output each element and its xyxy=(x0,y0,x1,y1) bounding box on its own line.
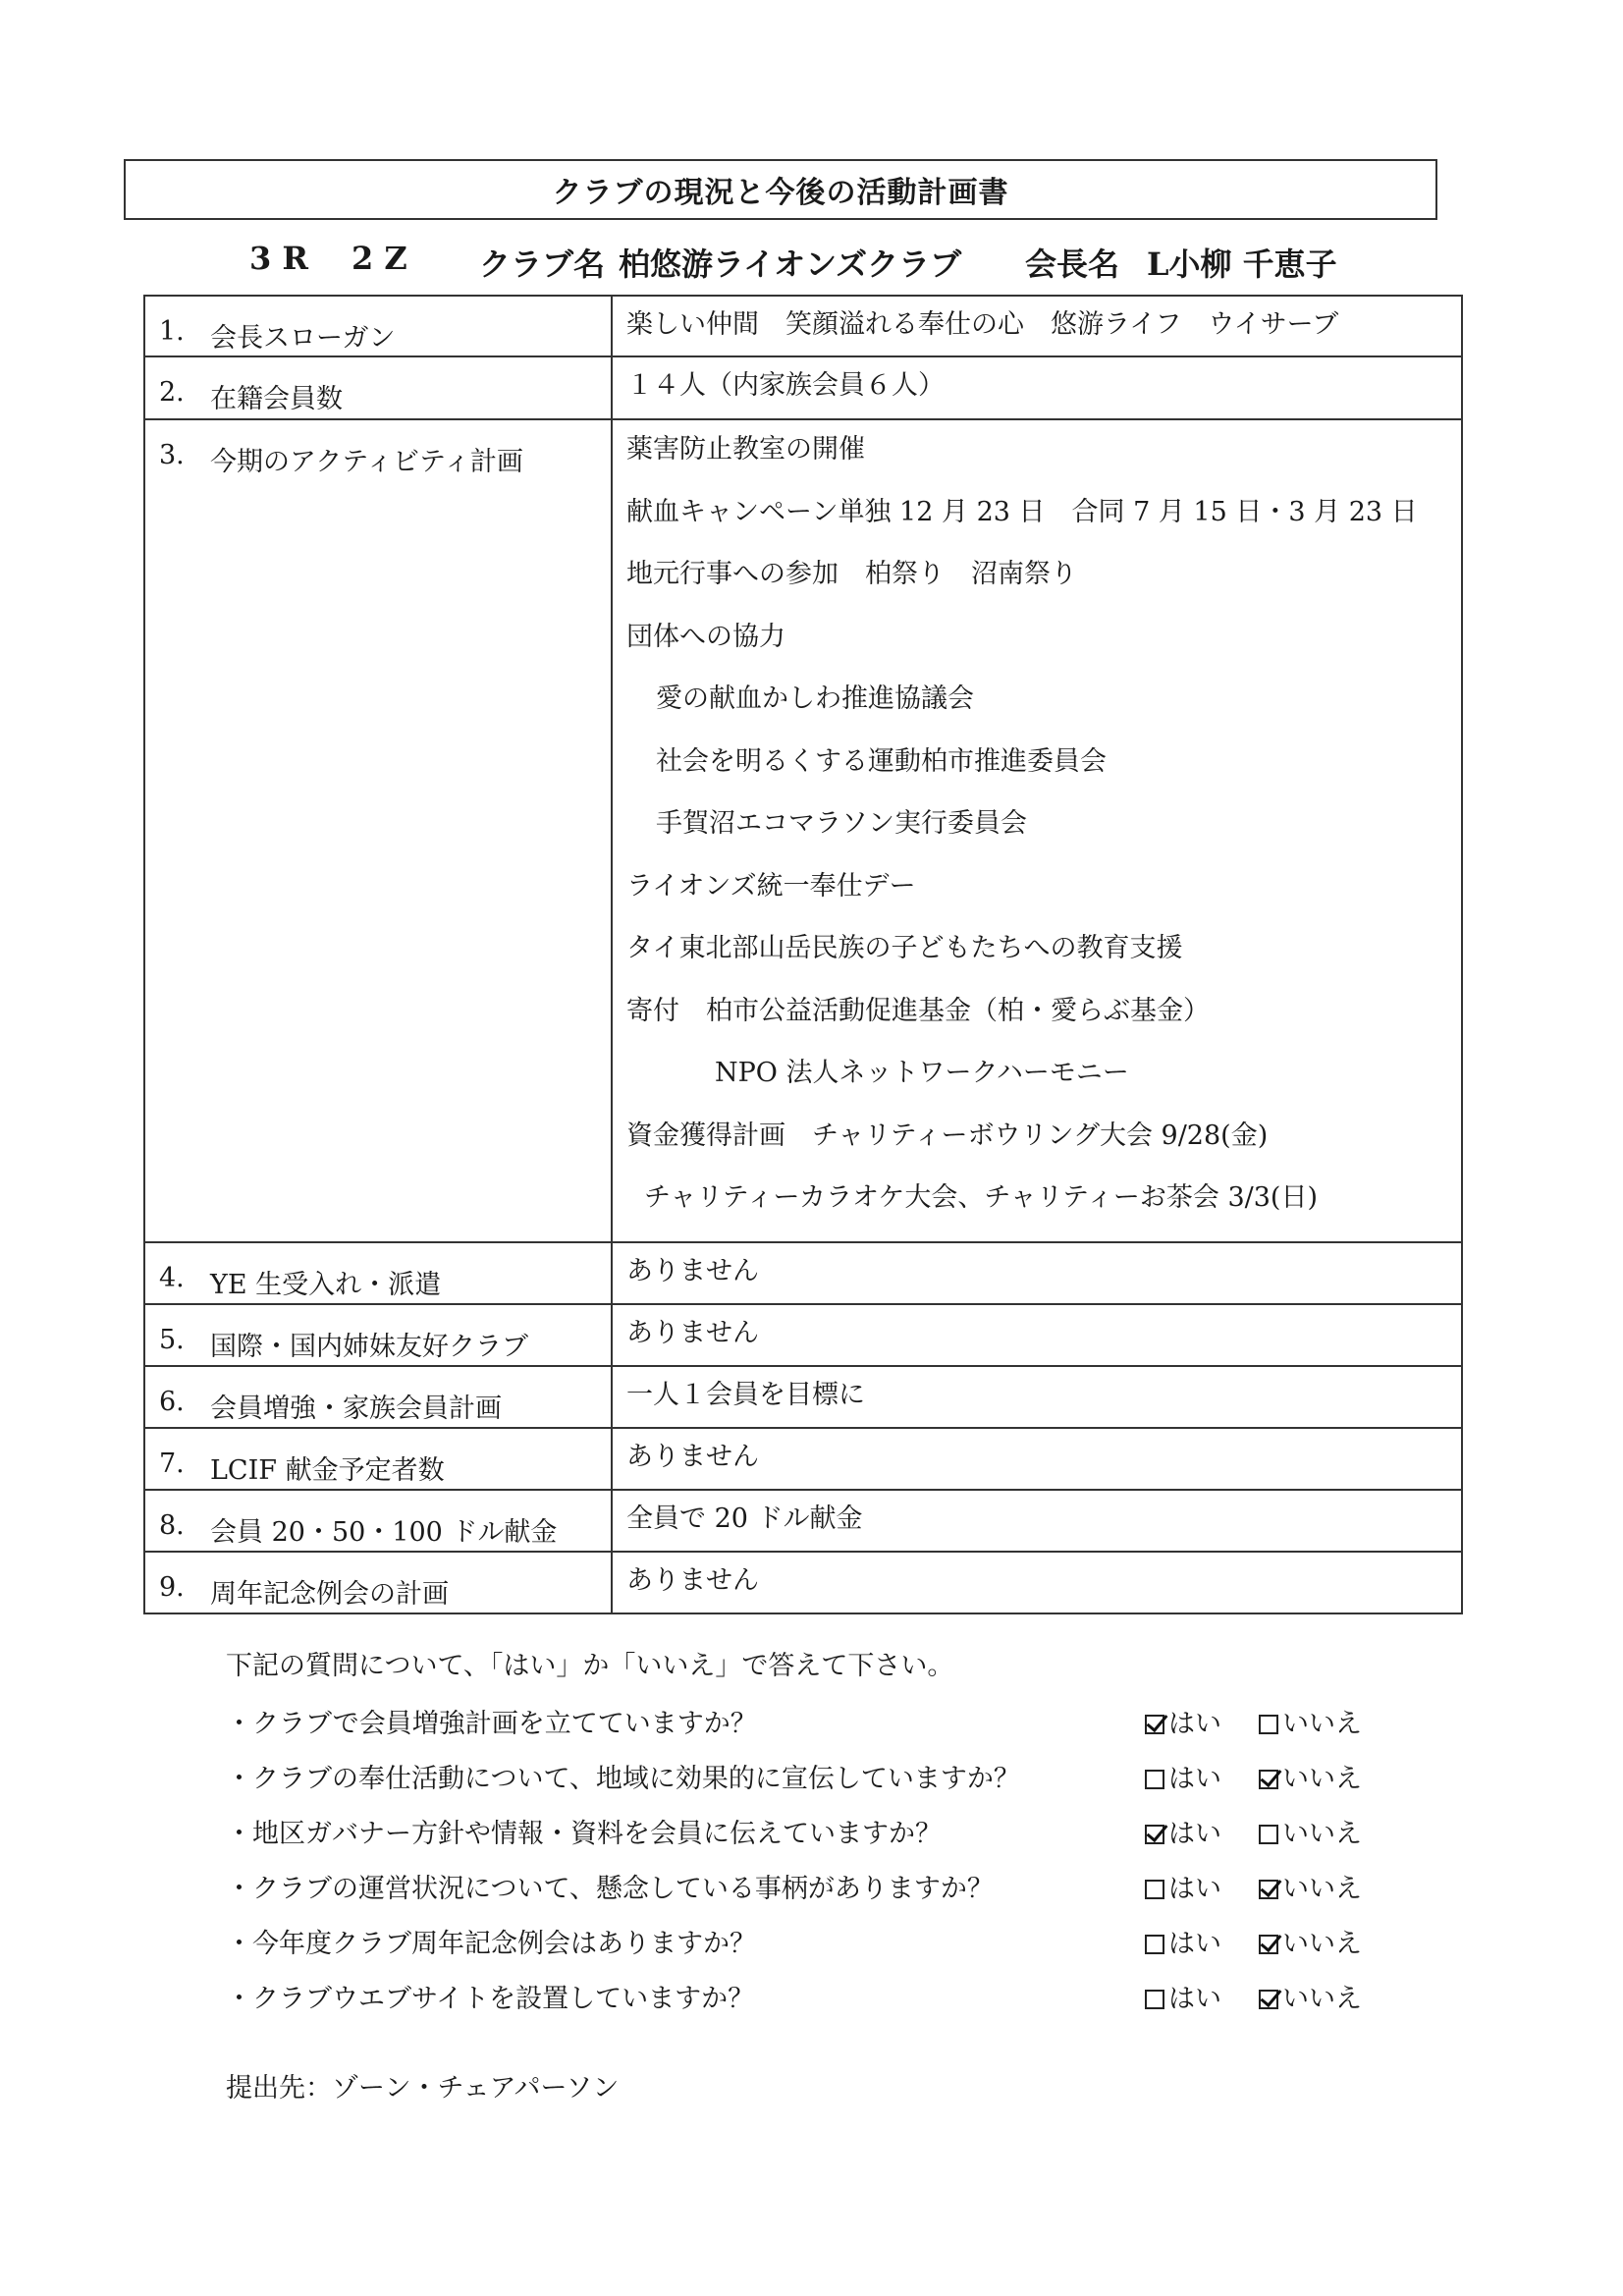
checkbox-icon[interactable] xyxy=(1259,1990,1278,2009)
question-text: ・クラブウエブサイトを設置していますか？ xyxy=(226,1984,755,2014)
row-label: LCIF 献金予定者数 xyxy=(210,1454,445,1486)
yes-label: はい xyxy=(1168,1764,1221,1794)
yes-option[interactable] xyxy=(1145,1697,1221,1752)
question-text: ・クラブの奉仕活動について、地域に効果的に宣伝していますか？ xyxy=(226,1764,1020,1794)
no-label: いいえ xyxy=(1282,1874,1362,1904)
question-row xyxy=(226,1752,1404,1807)
activity-list xyxy=(613,420,1461,1241)
anniversary-value: ありません xyxy=(626,1564,759,1596)
question-row xyxy=(226,1972,1404,2027)
questionnaire xyxy=(226,1642,1404,2027)
row-label: 在籍会員数 xyxy=(210,384,343,414)
activity-line: タイ東北部山岳民族の子どもたちへの教育支援 xyxy=(626,933,1183,963)
question-text: ・今年度クラブ周年記念例会はありますか？ xyxy=(226,1929,756,1959)
zone-label: 2 Z xyxy=(352,240,407,277)
sister-club-value: ありません xyxy=(626,1317,759,1348)
table-row xyxy=(144,419,1462,1242)
checkbox-icon[interactable] xyxy=(1145,1990,1164,2009)
activity-line: 地元行事への参加 柏祭り 沼南祭り xyxy=(626,559,1077,589)
activity-line: NPO 法人ネットワークハーモニー xyxy=(715,1058,1129,1088)
checkbox-icon[interactable] xyxy=(1145,1825,1164,1844)
activity-line: 資金獲得計画 チャリティーボウリング大会 9/28(金) xyxy=(626,1120,1269,1151)
activity-line: 献血キャンペーン単独 12 月 23 日 合同 7 月 15 日・3 月 23 日 xyxy=(626,496,1418,527)
no-option[interactable] xyxy=(1259,1807,1362,1862)
checkbox-icon[interactable] xyxy=(1145,1715,1164,1734)
question-row xyxy=(226,1807,1404,1862)
checkbox-icon[interactable] xyxy=(1145,1880,1164,1899)
row-label: 会員 20・50・100 ドル献金 xyxy=(210,1516,558,1548)
member-count-value: １４人（内家族会員６人） xyxy=(626,370,945,401)
no-option[interactable] xyxy=(1259,1697,1362,1752)
checkbox-icon[interactable] xyxy=(1145,1770,1164,1789)
row-number: 4. xyxy=(159,1262,185,1293)
row-number: 8. xyxy=(159,1509,185,1541)
row-label: 国際・国内姉妹友好クラブ xyxy=(210,1331,528,1362)
no-label: いいえ xyxy=(1282,1929,1362,1959)
activity-line: 愛の献血かしわ推進協議会 xyxy=(656,683,974,714)
row-number: 3. xyxy=(159,440,185,470)
yes-label: はい xyxy=(1168,1819,1221,1849)
activity-line: 手賀沼エコマラソン実行委員会 xyxy=(656,808,1027,839)
row-number: 6. xyxy=(159,1386,185,1417)
yes-option[interactable] xyxy=(1145,1752,1221,1807)
question-row xyxy=(226,1917,1404,1972)
yes-option[interactable] xyxy=(1145,1807,1221,1862)
ye-value: ありません xyxy=(626,1255,759,1286)
activity-line: ライオンズ統一奉仕デー xyxy=(626,870,916,902)
row-number: 5. xyxy=(159,1324,185,1355)
table-row xyxy=(144,296,1462,356)
checkbox-icon[interactable] xyxy=(1259,1825,1278,1844)
yes-option[interactable] xyxy=(1145,1972,1221,2027)
questionnaire-intro: 下記の質問について、「はい」か「いいえ」で答えて下さい。 xyxy=(226,1651,954,1681)
question-text: ・クラブの運営状況について、懸念している事柄がありますか？ xyxy=(226,1874,994,1904)
question-text: ・クラブで会員増強計画を立てていますか？ xyxy=(226,1709,757,1739)
club-name-label: クラブ名 xyxy=(479,246,606,283)
club-name: 柏悠游ライオンズクラブ xyxy=(619,246,962,283)
membership-plan-value: 一人１会員を目標に xyxy=(626,1379,865,1410)
no-label: いいえ xyxy=(1282,1984,1362,2014)
row-number: 7. xyxy=(159,1448,185,1479)
activity-plan-table xyxy=(143,295,1463,1614)
row-label: YE 生受入れ・派遣 xyxy=(210,1269,442,1300)
activity-line: チャリティーカラオケ大会、チャリティーお茶会 3/3(日) xyxy=(644,1182,1319,1213)
checkbox-icon[interactable] xyxy=(1259,1715,1278,1734)
yes-option[interactable] xyxy=(1145,1862,1221,1917)
table-row xyxy=(144,1552,1462,1613)
row-number: 9. xyxy=(159,1571,185,1603)
question-row xyxy=(226,1697,1404,1752)
checkbox-icon[interactable] xyxy=(1259,1880,1278,1899)
no-option[interactable] xyxy=(1259,1972,1362,2027)
slogan-value: 楽しい仲間 笑顔溢れる奉仕の心 悠游ライフ ウイサーブ xyxy=(626,309,1339,340)
row-number: 1. xyxy=(159,316,185,347)
row-label: 会長スローガン xyxy=(210,323,396,354)
yes-label: はい xyxy=(1168,1984,1221,2014)
activity-line: 団体への協力 xyxy=(626,621,785,652)
row-number: 2. xyxy=(159,377,185,408)
activity-line: 社会を明るくする運動柏市推進委員会 xyxy=(656,745,1107,777)
yes-label: はい xyxy=(1168,1709,1221,1739)
row-label: 会員増強・家族会員計画 xyxy=(210,1393,502,1424)
no-label: いいえ xyxy=(1282,1764,1362,1794)
checkbox-icon[interactable] xyxy=(1259,1770,1278,1789)
president-label: 会長名 xyxy=(1025,246,1120,283)
no-option[interactable] xyxy=(1259,1862,1362,1917)
yes-label: はい xyxy=(1168,1929,1221,1959)
question-text: ・地区ガバナー方針や情報・資料を会員に伝えていますか？ xyxy=(226,1819,942,1849)
row-label: 周年記念例会の計画 xyxy=(210,1578,449,1610)
activity-line: 薬害防止教室の開催 xyxy=(626,434,865,465)
document-title: クラブの現況と今後の活動計画書 xyxy=(124,159,1437,220)
activity-line: 寄付 柏市公益活動促進基金（柏・愛らぶ基金） xyxy=(626,995,1210,1026)
no-option[interactable] xyxy=(1259,1917,1362,1972)
president-name: L小柳 千恵子 xyxy=(1147,246,1337,283)
lcif-value: ありません xyxy=(626,1441,759,1472)
no-label: いいえ xyxy=(1282,1819,1362,1849)
table-row xyxy=(144,1304,1462,1366)
table-row xyxy=(144,1490,1462,1552)
donation-value: 全員で 20 ドル献金 xyxy=(626,1503,863,1534)
region-label: 3 R xyxy=(249,240,308,277)
row-label: 今期のアクティビティ計画 xyxy=(210,447,523,477)
table-row xyxy=(144,1428,1462,1490)
checkbox-icon[interactable] xyxy=(1259,1935,1278,1954)
submit-to: 提出先：ゾーン・チェアパーソン xyxy=(226,2073,620,2104)
no-label: いいえ xyxy=(1282,1709,1362,1739)
no-option[interactable] xyxy=(1259,1752,1362,1807)
table-row xyxy=(144,1366,1462,1428)
checkbox-icon[interactable] xyxy=(1145,1935,1164,1954)
question-row xyxy=(226,1862,1404,1917)
table-row xyxy=(144,1242,1462,1304)
yes-option[interactable] xyxy=(1145,1917,1221,1972)
yes-label: はい xyxy=(1168,1874,1221,1904)
table-row xyxy=(144,356,1462,419)
